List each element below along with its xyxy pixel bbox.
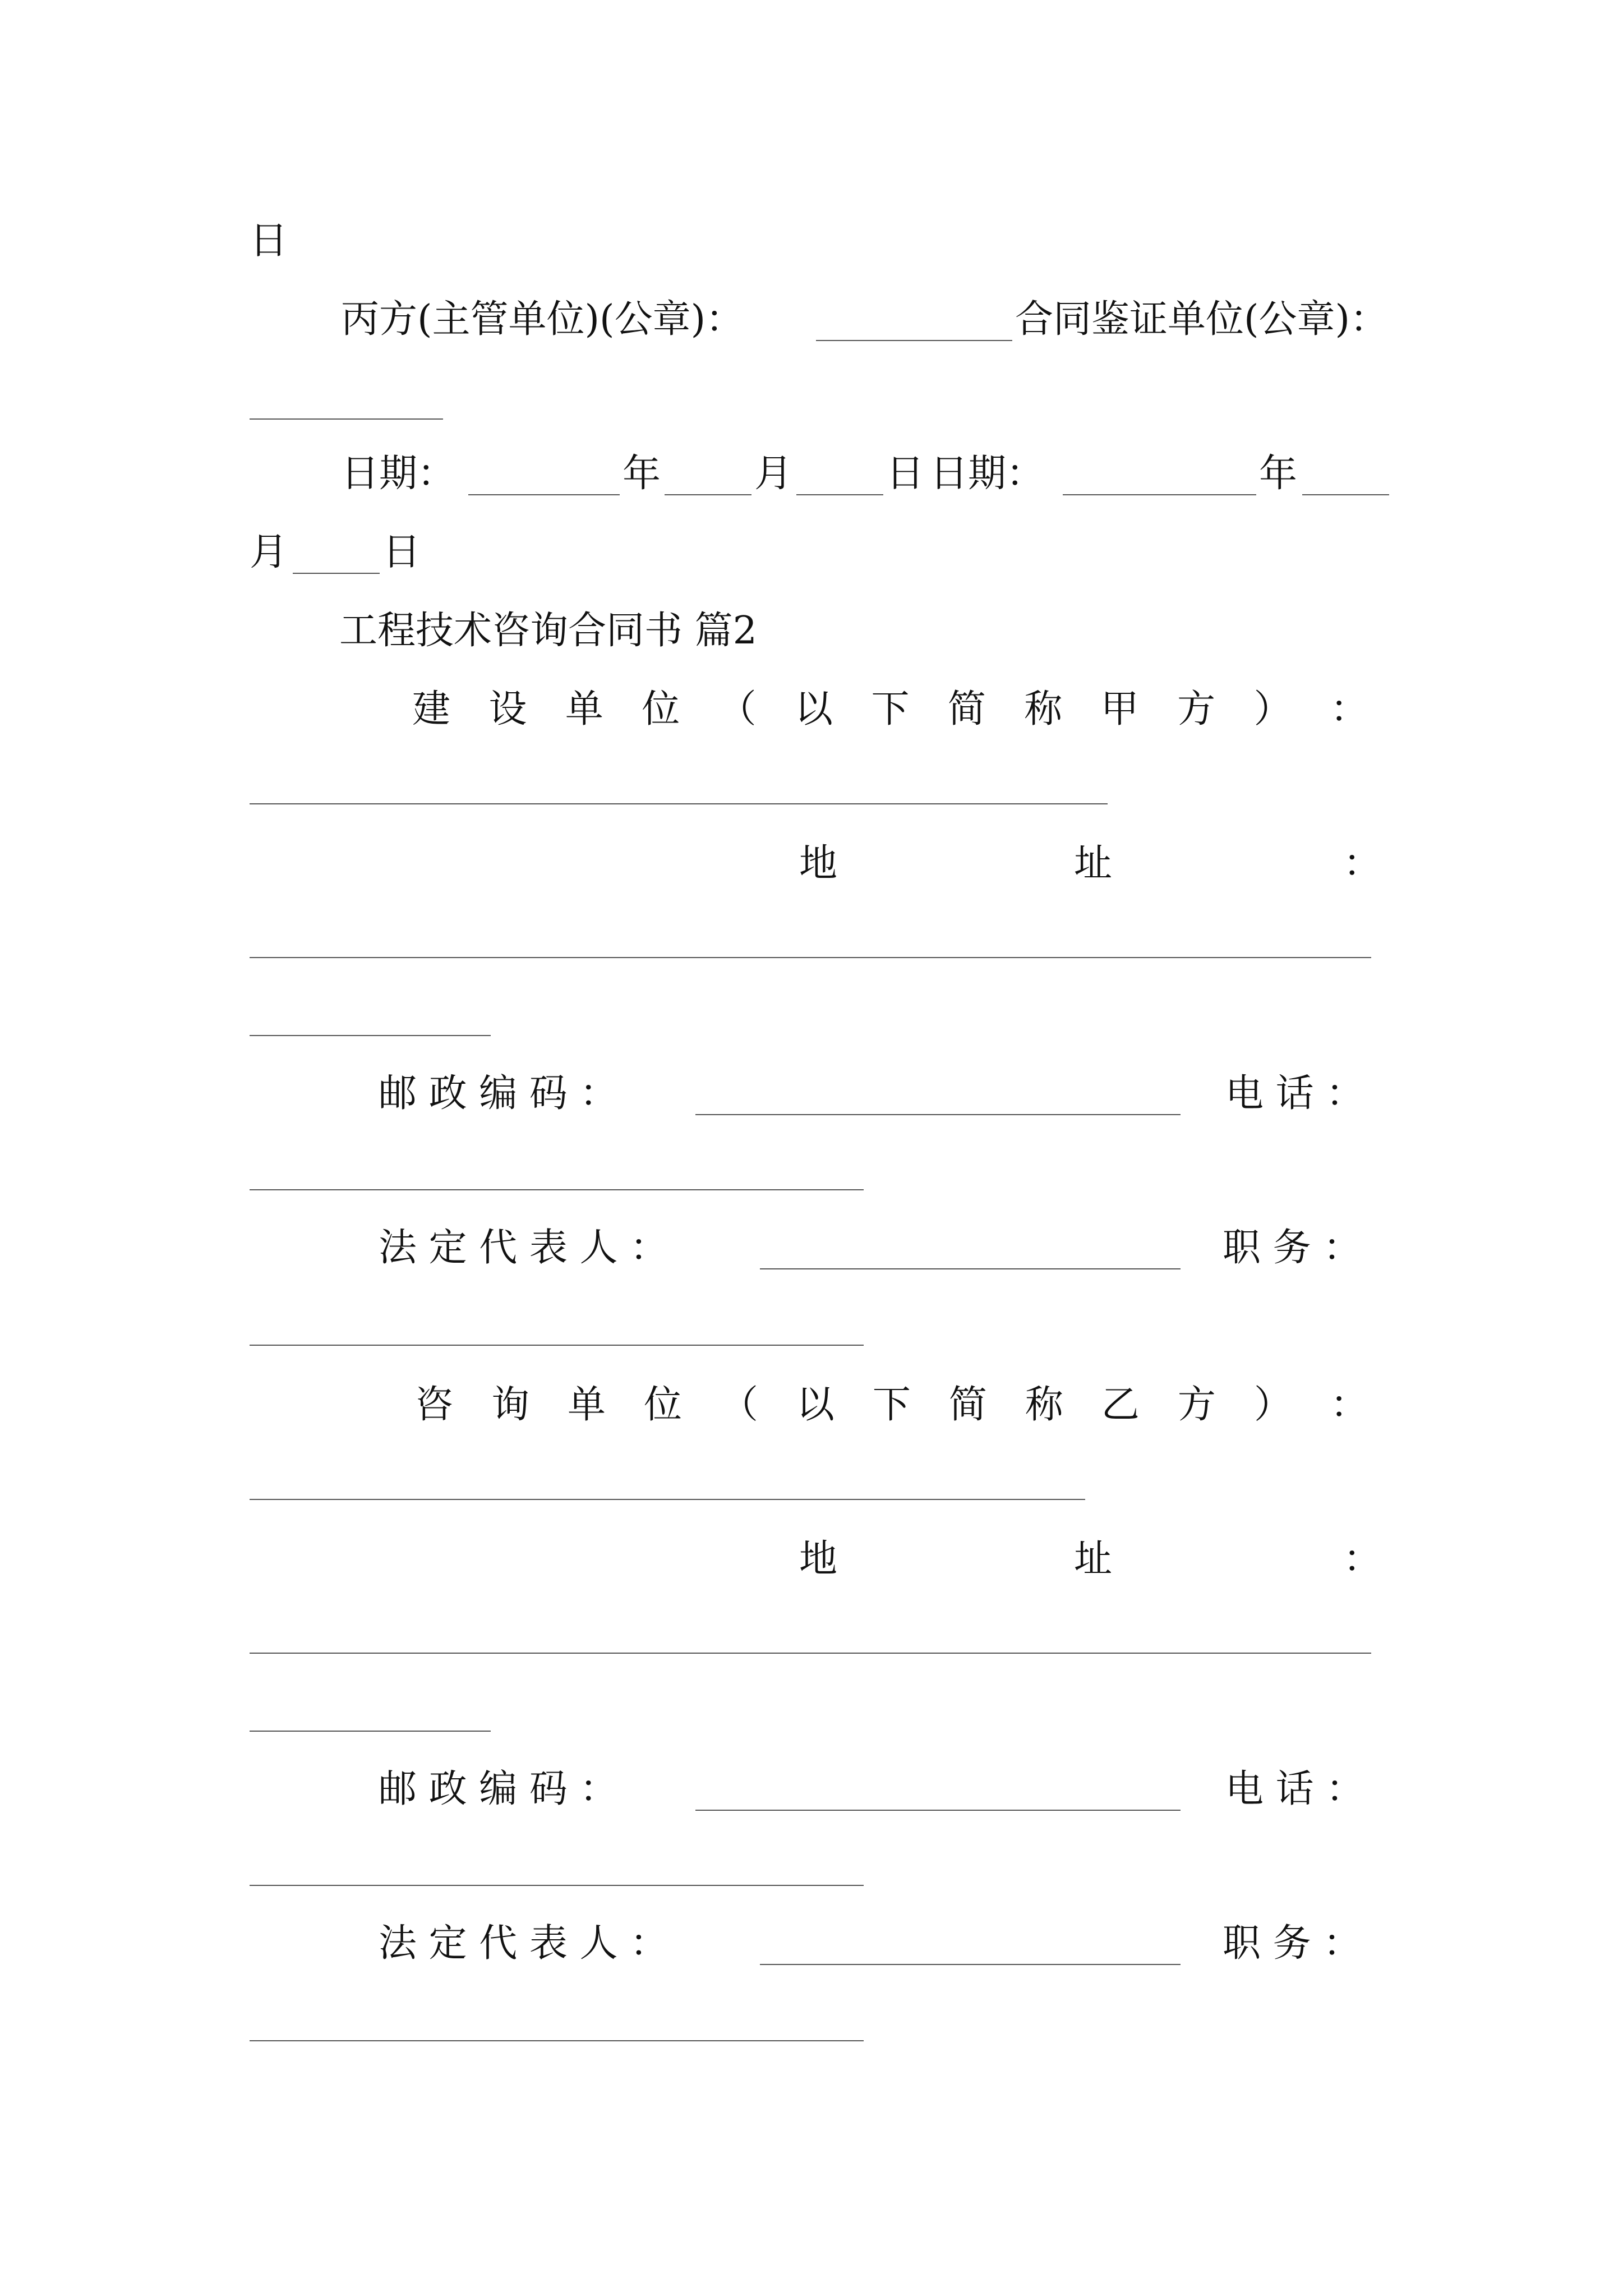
- month-blank-1[interactable]: [665, 494, 751, 495]
- party-b-address-label-2: 址: [1074, 1537, 1113, 1581]
- party-b-phone-blank[interactable]: [250, 1885, 864, 1886]
- party-b-rep-label: 法 定 代 表 人 ：: [379, 1921, 668, 1966]
- party-b-postcode-blank[interactable]: [695, 1810, 1181, 1811]
- party-b-unit-char: 位: [643, 1383, 682, 1427]
- party-a-unit-char: 下: [871, 687, 910, 731]
- party-b-address-blank-1[interactable]: [250, 1653, 1371, 1654]
- party-b-unit-char: 简: [948, 1383, 987, 1427]
- year-blank-2[interactable]: [1063, 494, 1256, 495]
- party-a-unit-label: [412, 687, 1368, 732]
- party-a-unit-char: 单: [565, 687, 603, 731]
- party-a-unit-char: 称: [1024, 687, 1063, 731]
- day-char-1: 日: [886, 452, 925, 496]
- party-a-address-blank-2[interactable]: [250, 1035, 491, 1036]
- trailing-day-char: 日: [250, 219, 288, 263]
- party-a-unit-blank[interactable]: [250, 803, 1108, 804]
- party-b-address-colon: ：: [1343, 1537, 1382, 1581]
- party-b-address-label-1: 地: [799, 1537, 838, 1581]
- year-char-2: 年: [1259, 452, 1298, 496]
- party-b-unit-blank[interactable]: [250, 1499, 1085, 1500]
- date-label-1: 日期：: [341, 452, 456, 496]
- party-a-unit-char: ）: [1253, 687, 1292, 731]
- party-b-unit-char: （: [720, 1383, 758, 1427]
- party-a-address-label-1: 地: [799, 841, 838, 886]
- party-a-title-blank[interactable]: [250, 1345, 864, 1346]
- party-b-address-blank-2[interactable]: [250, 1731, 491, 1732]
- party-a-unit-char: 位: [642, 687, 680, 731]
- party-b-unit-char: 询: [491, 1383, 529, 1427]
- party-b-unit-char: 乙: [1101, 1383, 1140, 1427]
- party-b-title-label: 职 务 ：: [1223, 1921, 1362, 1966]
- party-a-unit-char: 设: [488, 687, 527, 731]
- year-char-1: 年: [623, 452, 661, 496]
- party-a-phone-label: 电 话 ：: [1225, 1071, 1364, 1116]
- party-a-unit-char: 简: [947, 687, 986, 731]
- day-blank-2[interactable]: [293, 573, 380, 574]
- party-b-unit-label: [415, 1383, 1368, 1428]
- month-char-1: 月: [754, 452, 793, 496]
- party-b-unit-char: 下: [872, 1383, 911, 1427]
- party-b-unit-char: ）: [1253, 1383, 1292, 1427]
- party-b-rep-blank[interactable]: [760, 1964, 1181, 1965]
- party-b-unit-char: 咨: [415, 1383, 454, 1427]
- party-a-address-blank-1[interactable]: [250, 957, 1371, 958]
- party-a-address-label-2: 址: [1074, 841, 1113, 886]
- party-b-unit-char: ：: [1330, 1383, 1368, 1427]
- party-b-unit-char: 以: [796, 1383, 834, 1427]
- party-c-label: 丙方(主管单位)(公章)：: [341, 297, 744, 342]
- party-b-unit-char: 称: [1025, 1383, 1063, 1427]
- party-b-postcode-label: 邮 政 编 码 ：: [379, 1767, 618, 1811]
- month-char-2: 月: [250, 530, 288, 574]
- party-c-blank[interactable]: [816, 340, 1012, 341]
- party-b-unit-char: 单: [567, 1383, 606, 1427]
- party-b-phone-label: 电 话 ：: [1225, 1767, 1364, 1811]
- party-a-unit-char: 甲: [1100, 687, 1139, 731]
- verification-blank[interactable]: [250, 418, 443, 420]
- month-blank-2-start[interactable]: [1302, 494, 1389, 495]
- party-a-unit-char: ：: [1330, 687, 1368, 731]
- party-b-unit-char: 方: [1177, 1383, 1216, 1427]
- day-char-2: 日: [382, 530, 421, 574]
- party-a-postcode-label: 邮 政 编 码 ：: [379, 1071, 618, 1116]
- day-blank-1[interactable]: [796, 494, 883, 495]
- party-a-title-label: 职 务 ：: [1223, 1226, 1362, 1270]
- party-a-unit-char: 建: [412, 687, 451, 731]
- verification-label: 合同鉴证单位(公章)：: [1015, 297, 1389, 342]
- section-title: 工程技术咨询合同书 篇2: [339, 609, 757, 653]
- party-a-address-colon: ：: [1343, 841, 1382, 886]
- party-a-unit-char: 方: [1177, 687, 1216, 731]
- party-a-phone-blank[interactable]: [250, 1189, 864, 1190]
- party-a-rep-label: 法 定 代 表 人 ：: [379, 1226, 668, 1270]
- party-a-unit-char: （: [718, 687, 757, 731]
- party-a-postcode-blank[interactable]: [695, 1114, 1181, 1115]
- party-b-title-blank[interactable]: [250, 2040, 864, 2041]
- date-label-2: 日期：: [930, 452, 1045, 496]
- year-blank-1[interactable]: [468, 494, 620, 495]
- party-a-rep-blank[interactable]: [760, 1268, 1181, 1269]
- party-a-unit-char: 以: [795, 687, 833, 731]
